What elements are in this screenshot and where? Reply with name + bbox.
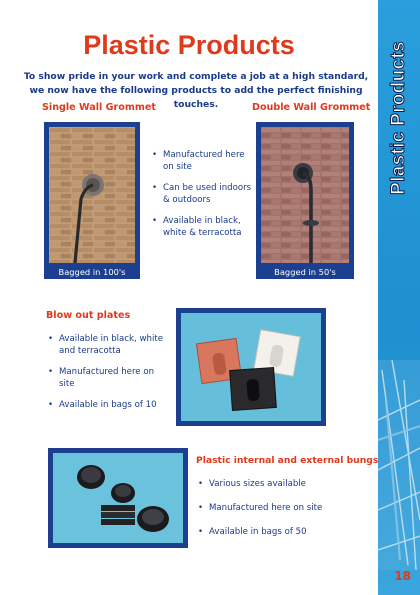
bungs-heading: Plastic internal and external bungs <box>196 455 379 466</box>
single-wall-heading: Single Wall Grommet <box>42 102 156 113</box>
single-wall-photo <box>44 122 140 268</box>
blow-out-plates-photo <box>176 308 326 426</box>
list-item: • Available in black, white & terracotta <box>152 216 252 239</box>
list-item: • Available in bags of 50 <box>198 526 368 538</box>
list-item: • Manufactured here on site <box>152 150 252 173</box>
list-item: • Various sizes available <box>198 478 368 490</box>
scaffold-photo <box>378 360 420 570</box>
page-number: 18 <box>394 569 411 583</box>
blow-out-heading: Blow out plates <box>46 310 131 321</box>
list-item: • Manufactured here on site <box>198 502 368 514</box>
sidebar-title: Plastic Products <box>388 41 409 195</box>
list-item: • Manufactured here on site <box>48 367 166 390</box>
intro-line-1: To show pride in your work and complete a job at a high standard, <box>23 71 369 82</box>
sidebar <box>378 0 420 595</box>
intro-line-2: we now have the following products to add the perfect finishing touches. <box>29 85 363 110</box>
list-item: • Available in black, white and terracotta <box>48 334 166 357</box>
bungs-photo <box>48 448 188 548</box>
grommet-features-list <box>152 150 252 249</box>
double-wall-photo <box>256 122 354 268</box>
single-wall-caption: Bagged in 100's <box>44 265 140 279</box>
page-title: Plastic Products <box>83 30 295 60</box>
double-wall-heading: Double Wall Grommet <box>252 102 371 113</box>
blow-out-features-list <box>48 334 166 422</box>
list-item: • Available in bags of 10 <box>48 400 166 412</box>
list-item: • Can be used indoors & outdoors <box>152 183 252 206</box>
double-wall-caption: Bagged in 50's <box>256 265 354 279</box>
bungs-features-list <box>198 478 368 550</box>
